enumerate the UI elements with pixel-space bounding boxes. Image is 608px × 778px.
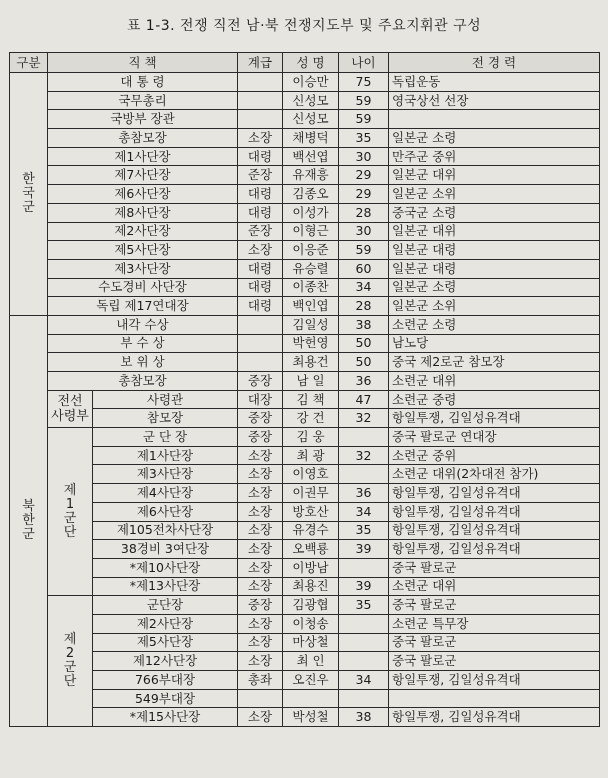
- career-cell: 소련군 중위: [389, 446, 600, 465]
- table-row: [10, 372, 600, 391]
- position-cell: 제1사단장: [93, 446, 238, 465]
- table-row: [10, 446, 600, 465]
- name-cell: 남 일: [283, 372, 339, 391]
- age-cell: 36: [339, 484, 389, 503]
- table-row: [10, 147, 600, 166]
- name-cell: 김종오: [283, 185, 339, 204]
- header-division: 구분: [10, 53, 48, 73]
- age-cell: 50: [339, 353, 389, 372]
- group-corps2-label: 제2군단: [63, 632, 77, 690]
- position-cell: 제2사단장: [93, 614, 238, 633]
- career-cell: [389, 110, 600, 129]
- position-cell: 군 단 장: [93, 428, 238, 447]
- position-cell: 부 수 상: [48, 334, 238, 353]
- position-cell: *제10사단장: [93, 558, 238, 577]
- position-cell: 제12사단장: [93, 652, 238, 671]
- career-cell: 일본군 소위: [389, 297, 600, 316]
- rank-cell: 대장: [238, 390, 283, 409]
- table-row: [10, 315, 600, 334]
- position-cell: 제5사단장: [93, 633, 238, 652]
- position-cell: 제7사단장: [48, 166, 238, 185]
- career-cell: 독립운동: [389, 73, 600, 92]
- header-name: 성 명: [283, 53, 339, 73]
- name-cell: 이승만: [283, 73, 339, 92]
- career-cell: 중국 팔로군: [389, 633, 600, 652]
- position-cell: 국방부 장관: [48, 110, 238, 129]
- name-cell: 유경수: [283, 521, 339, 540]
- career-cell: 소련군 대위: [389, 372, 600, 391]
- table-row: [10, 334, 600, 353]
- career-cell: 일본군 대령: [389, 259, 600, 278]
- age-cell: 59: [339, 241, 389, 260]
- table-body: [10, 73, 600, 727]
- table-row: [10, 297, 600, 316]
- age-cell: [339, 465, 389, 484]
- rank-cell: 중장: [238, 372, 283, 391]
- name-cell: 박성철: [283, 708, 339, 727]
- name-cell: 김광협: [283, 596, 339, 615]
- age-cell: 30: [339, 147, 389, 166]
- rank-cell: 소장: [238, 577, 283, 596]
- age-cell: 60: [339, 259, 389, 278]
- table-row: [10, 502, 600, 521]
- table-row: [10, 484, 600, 503]
- position-cell: 보 위 상: [48, 353, 238, 372]
- name-cell: 최용진: [283, 577, 339, 596]
- position-cell: 사령관: [93, 390, 238, 409]
- table-row: [10, 577, 600, 596]
- name-cell: 최 광: [283, 446, 339, 465]
- position-cell: 총참모장: [48, 372, 238, 391]
- rank-cell: 소장: [238, 129, 283, 148]
- career-cell: 일본군 대령: [389, 241, 600, 260]
- name-cell: 박헌영: [283, 334, 339, 353]
- career-cell: [389, 689, 600, 708]
- age-cell: 39: [339, 540, 389, 559]
- rank-cell: 중장: [238, 409, 283, 428]
- command-structure-table: [9, 52, 600, 727]
- rank-cell: 소장: [238, 633, 283, 652]
- table-row: [10, 633, 600, 652]
- position-cell: 38경비 3여단장: [93, 540, 238, 559]
- position-cell: 제2사단장: [48, 222, 238, 241]
- table-row: [10, 110, 600, 129]
- name-cell: 신성모: [283, 110, 339, 129]
- age-cell: 38: [339, 315, 389, 334]
- career-cell: 만주군 중위: [389, 147, 600, 166]
- rank-cell: 소장: [238, 540, 283, 559]
- header-position: 직 책: [48, 53, 238, 73]
- career-cell: 일본군 대위: [389, 222, 600, 241]
- position-cell: 제3사단장: [48, 259, 238, 278]
- rank-cell: 소장: [238, 708, 283, 727]
- position-cell: 제3사단장: [93, 465, 238, 484]
- rank-cell: 대령: [238, 203, 283, 222]
- career-cell: 항일투쟁, 김일성유격대: [389, 671, 600, 690]
- rank-cell: [238, 315, 283, 334]
- career-cell: 중국군 소령: [389, 203, 600, 222]
- table-row: [10, 558, 600, 577]
- header-rank: 계급: [238, 53, 283, 73]
- age-cell: 59: [339, 91, 389, 110]
- name-cell: 이형근: [283, 222, 339, 241]
- career-cell: 항일투쟁, 김일성유격대: [389, 708, 600, 727]
- age-cell: 34: [339, 278, 389, 297]
- name-cell: 이권무: [283, 484, 339, 503]
- name-cell: 이청송: [283, 614, 339, 633]
- name-cell: 채병덕: [283, 129, 339, 148]
- age-cell: [339, 428, 389, 447]
- group-corps1: [48, 428, 93, 596]
- age-cell: 32: [339, 446, 389, 465]
- rank-cell: 소장: [238, 558, 283, 577]
- age-cell: 36: [339, 372, 389, 391]
- table-row: [10, 203, 600, 222]
- career-cell: 항일투쟁, 김일성유격대: [389, 521, 600, 540]
- name-cell: 오진우: [283, 671, 339, 690]
- rank-cell: [238, 689, 283, 708]
- table-row: [10, 614, 600, 633]
- name-cell: 최용건: [283, 353, 339, 372]
- rank-cell: [238, 334, 283, 353]
- rank-cell: 준장: [238, 222, 283, 241]
- career-cell: 중국 팔로군: [389, 558, 600, 577]
- table-row: [10, 428, 600, 447]
- name-cell: 강 건: [283, 409, 339, 428]
- age-cell: [339, 633, 389, 652]
- age-cell: 32: [339, 409, 389, 428]
- rank-cell: [238, 110, 283, 129]
- position-cell: 수도경비 사단장: [48, 278, 238, 297]
- table-row: [10, 652, 600, 671]
- rank-cell: 소장: [238, 241, 283, 260]
- age-cell: 34: [339, 502, 389, 521]
- position-cell: 국무총리: [48, 91, 238, 110]
- position-cell: 제1사단장: [48, 147, 238, 166]
- position-cell: 제4사단장: [93, 484, 238, 503]
- position-cell: *제13사단장: [93, 577, 238, 596]
- position-cell: 제6사단장: [93, 502, 238, 521]
- age-cell: 50: [339, 334, 389, 353]
- name-cell: 마상철: [283, 633, 339, 652]
- table-row: [10, 185, 600, 204]
- group-corps1-label: 제1군단: [63, 482, 77, 540]
- position-cell: 제105전차사단장: [93, 521, 238, 540]
- rank-cell: 소장: [238, 465, 283, 484]
- table-row: [10, 129, 600, 148]
- name-cell: 이방남: [283, 558, 339, 577]
- age-cell: [339, 614, 389, 633]
- group-front-hq: 전선 사령부: [48, 390, 93, 427]
- rank-cell: 준장: [238, 166, 283, 185]
- age-cell: [339, 652, 389, 671]
- age-cell: 29: [339, 185, 389, 204]
- rank-cell: 대령: [238, 297, 283, 316]
- name-cell: [283, 689, 339, 708]
- header-row: [10, 53, 600, 73]
- position-cell: 대 통 령: [48, 73, 238, 92]
- career-cell: 일본군 대위: [389, 166, 600, 185]
- career-cell: 일본군 소령: [389, 129, 600, 148]
- name-cell: 이응준: [283, 241, 339, 260]
- rank-cell: [238, 353, 283, 372]
- table-row: [10, 596, 600, 615]
- career-cell: 항일투쟁, 김일성유격대: [389, 409, 600, 428]
- table-row: [10, 540, 600, 559]
- table-row: [10, 222, 600, 241]
- rank-cell: 소장: [238, 652, 283, 671]
- rank-cell: 소장: [238, 521, 283, 540]
- group-south: [10, 73, 48, 316]
- group-north: [10, 315, 48, 726]
- table-row: [10, 708, 600, 727]
- table-row: [10, 259, 600, 278]
- rank-cell: 대령: [238, 259, 283, 278]
- name-cell: 백인엽: [283, 297, 339, 316]
- table-row: [10, 241, 600, 260]
- age-cell: [339, 689, 389, 708]
- header-career: 전 경 력: [389, 53, 600, 73]
- group-north-label: 북한군: [22, 499, 35, 542]
- name-cell: 김 웅: [283, 428, 339, 447]
- career-cell: 소련군 특무장: [389, 614, 600, 633]
- position-cell: 참모장: [93, 409, 238, 428]
- career-cell: 항일투쟁, 김일성유격대: [389, 540, 600, 559]
- name-cell: 유재흥: [283, 166, 339, 185]
- table-row: [10, 409, 600, 428]
- rank-cell: 소장: [238, 614, 283, 633]
- career-cell: 소련군 중령: [389, 390, 600, 409]
- name-cell: 오백룡: [283, 540, 339, 559]
- name-cell: 김일성: [283, 315, 339, 334]
- career-cell: 소련군 대위: [389, 577, 600, 596]
- age-cell: 28: [339, 203, 389, 222]
- age-cell: 38: [339, 708, 389, 727]
- table-row: [10, 73, 600, 92]
- rank-cell: 중장: [238, 428, 283, 447]
- career-cell: 소련군 소령: [389, 315, 600, 334]
- age-cell: 35: [339, 521, 389, 540]
- table-row: [10, 671, 600, 690]
- age-cell: 28: [339, 297, 389, 316]
- career-cell: 중국 팔로군: [389, 652, 600, 671]
- name-cell: 최 인: [283, 652, 339, 671]
- table-row: [10, 465, 600, 484]
- name-cell: 유승렬: [283, 259, 339, 278]
- table-row: [10, 353, 600, 372]
- table-row: [10, 166, 600, 185]
- table-title: 표 1-3. 전쟁 직전 남·북 전쟁지도부 및 주요지휘관 구성: [126, 18, 482, 34]
- career-cell: 항일투쟁, 김일성유격대: [389, 484, 600, 503]
- position-cell: 내각 수상: [48, 315, 238, 334]
- name-cell: 이종찬: [283, 278, 339, 297]
- rank-cell: [238, 73, 283, 92]
- age-cell: 59: [339, 110, 389, 129]
- rank-cell: 총좌: [238, 671, 283, 690]
- rank-cell: 소장: [238, 446, 283, 465]
- position-cell: 549부대장: [93, 689, 238, 708]
- rank-cell: 중장: [238, 596, 283, 615]
- age-cell: [339, 558, 389, 577]
- name-cell: 이성가: [283, 203, 339, 222]
- age-cell: 35: [339, 129, 389, 148]
- group-corps2: [48, 596, 93, 727]
- position-cell: 독립 제17연대장: [48, 297, 238, 316]
- table-row: [10, 91, 600, 110]
- age-cell: 47: [339, 390, 389, 409]
- career-cell: 중국 팔로군 연대장: [389, 428, 600, 447]
- position-cell: 제5사단장: [48, 241, 238, 260]
- name-cell: 방호산: [283, 502, 339, 521]
- rank-cell: 대령: [238, 185, 283, 204]
- rank-cell: [238, 91, 283, 110]
- table-row: [10, 390, 600, 409]
- career-cell: 일본군 소령: [389, 278, 600, 297]
- career-cell: 일본군 소위: [389, 185, 600, 204]
- group-south-label: 한국군: [22, 171, 35, 215]
- table-row: [10, 521, 600, 540]
- position-cell: 군단장: [93, 596, 238, 615]
- rank-cell: 소장: [238, 484, 283, 503]
- career-cell: 중국 팔로군: [389, 596, 600, 615]
- position-cell: 총참모장: [48, 129, 238, 148]
- table-row: [10, 278, 600, 297]
- name-cell: 김 책: [283, 390, 339, 409]
- name-cell: 이영호: [283, 465, 339, 484]
- career-cell: 항일투쟁, 김일성유격대: [389, 502, 600, 521]
- age-cell: 34: [339, 671, 389, 690]
- position-cell: 제8사단장: [48, 203, 238, 222]
- age-cell: 75: [339, 73, 389, 92]
- position-cell: 제6사단장: [48, 185, 238, 204]
- age-cell: 29: [339, 166, 389, 185]
- position-cell: *제15사단장: [93, 708, 238, 727]
- age-cell: 39: [339, 577, 389, 596]
- rank-cell: 소장: [238, 502, 283, 521]
- rank-cell: 대령: [238, 278, 283, 297]
- rank-cell: 대령: [238, 147, 283, 166]
- header-age: 나이: [339, 53, 389, 73]
- name-cell: 백선엽: [283, 147, 339, 166]
- name-cell: 신성모: [283, 91, 339, 110]
- position-cell: 766부대장: [93, 671, 238, 690]
- career-cell: 중국 제2로군 참모장: [389, 353, 600, 372]
- age-cell: 35: [339, 596, 389, 615]
- age-cell: 30: [339, 222, 389, 241]
- career-cell: 소련군 대위(2차대전 참가): [389, 465, 600, 484]
- table-row: [10, 689, 600, 708]
- career-cell: 남노당: [389, 334, 600, 353]
- career-cell: 영국상선 선장: [389, 91, 600, 110]
